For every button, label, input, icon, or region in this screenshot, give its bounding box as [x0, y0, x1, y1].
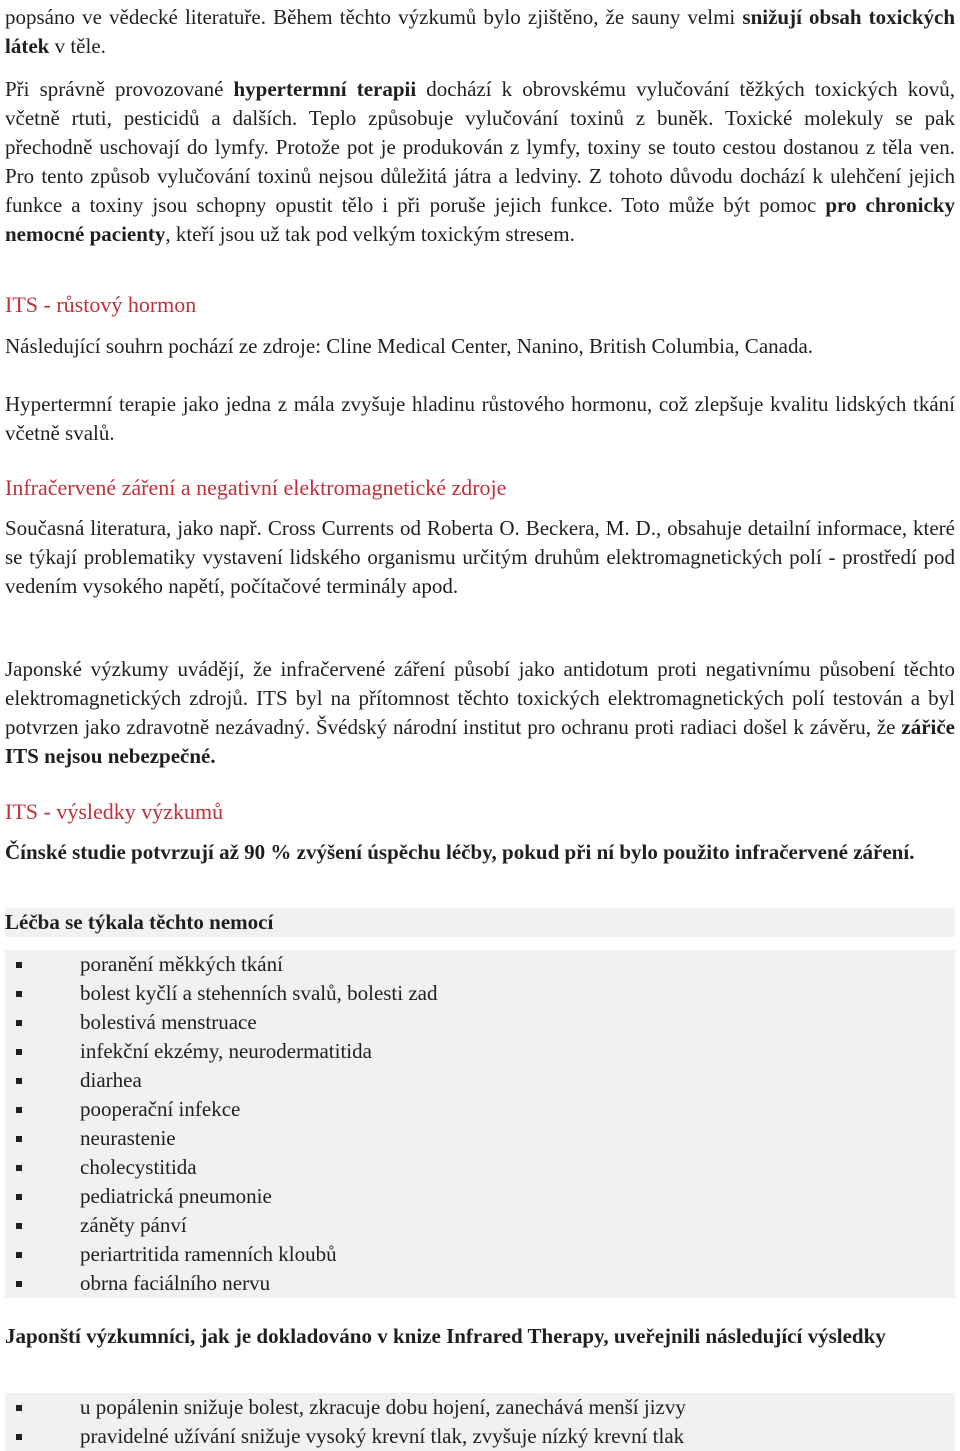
list-item: pooperační infekce [5, 1095, 955, 1124]
list-item: obrna faciálního nervu [5, 1269, 955, 1298]
paragraph-japanese-results [5, 1322, 955, 1351]
paragraph-sauna-intro [5, 3, 955, 61]
text: Při správně provozované [5, 77, 234, 101]
list-item: neurastenie [5, 1124, 955, 1153]
paragraph-japanese-research [5, 655, 955, 771]
list-item: infekční ekzémy, neurodermatitida [5, 1037, 955, 1066]
paragraph-hyperthermic-therapy [5, 75, 955, 249]
emphasis-text: Čínské studie potvrzují až 90 % zvýšení úspěchu léčby, pokud při ní bylo použito infračervené záření. [5, 840, 915, 864]
heading-research-results: ITS - výsledky výzkumů [5, 799, 224, 824]
list-item: pravidelné užívání snižuje vysoký krevní tlak, zvyšuje nízký krevní tlak [5, 1422, 955, 1451]
list-item: periartritida ramenních kloubů [5, 1240, 955, 1269]
paragraph-chinese-studies [5, 838, 955, 867]
list-item: pediatrická pneumonie [5, 1182, 955, 1211]
list-item: bolestivá menstruace [5, 1008, 955, 1037]
emphasis-text: snižují obsah toxických látek [5, 5, 956, 58]
text: dochází k obrovskému vylučování těžkých toxických kovů, včetně rtuti, pesticidů a dalších. Teplo způsobuje vylučování toxinů z buněk. Toxické molekuly se pak přechodně uschovají do lymfy. Protože pot je produkován z lymfy, toxiny se touto cestou dostanou z těla ven. Pro tento způsob vylučování toxinů nejsou důležitá játra a ledviny. Z tohoto důvodu dochází k ulehčení jejich funkce a toxiny jsou schopny opustit tělo i při poruše jejich funkce. Toto může být pomoc [5, 77, 955, 217]
paragraph-growth-hormone: Hypertermní terapie jako jedna z mála zvyšuje hladinu růstového hormonu, což zlepšuje kvalitu lidských tkání včetně svalů. [5, 392, 955, 445]
list-item: bolest kyčlí a stehenních svalů, bolesti zad [5, 979, 955, 1008]
emphasis-text: Japonští výzkumníci, jak je dokladováno v knize Infrared Therapy, uveřejnili následující výsledky [5, 1324, 886, 1348]
list-item: cholecystitida [5, 1153, 955, 1182]
list-item: diarhea [5, 1066, 955, 1095]
list-item: poranění měkkých tkání [5, 950, 955, 979]
heading-infrared-em: Infračervené záření a negativní elektromagnetické zdroje [5, 475, 507, 500]
paragraph-treatment-intro [5, 908, 955, 937]
text: Japonské výzkumy uvádějí, že infračervené záření působí jako antidotum proti negativnímu působení těchto elektromagnetických zdrojů. ITS byl na přítomnost těchto toxických elektromagnetických polí testován a byl potvrzen jako zdravotně nezávadný. Švédský národní institut pro ochranu proti radiaci došel k závěru, že [5, 657, 955, 739]
disease-list [5, 950, 955, 1298]
emphasis-text: pro chronicky nemocné pacienty [5, 193, 955, 246]
emphasis-text: Léčba se týkala těchto nemocí [5, 910, 274, 934]
text: popsáno ve vědecké literatuře. Během těchto výzkumů bylo zjištěno, že sauny velmi [5, 5, 743, 29]
heading-growth-hormone: ITS - růstový hormon [5, 292, 197, 317]
text: v těle. [49, 34, 106, 58]
list-item: záněty pánví [5, 1211, 955, 1240]
results-list [5, 1393, 955, 1451]
emphasis-text: zářiče ITS nejsou nebezpečné. [5, 715, 955, 768]
paragraph-literature: Současná literatura, jako např. Cross Currents od Roberta O. Beckera, M. D., obsahuje detailní informace, které se týkají problematiky vystavení lidského organismu určitým druhům elektromagnetických polí - prostředí pod vedením vysokého napětí, počítačové terminály apod. [5, 516, 955, 598]
emphasis-text: hypertermní terapii [233, 77, 417, 101]
text: , kteří jsou už tak pod velkým toxickým stresem. [165, 222, 575, 246]
list-item: u popálenin snižuje bolest, zkracuje dobu hojení, zanechává menší jizvy [5, 1393, 955, 1422]
paragraph-source: Následující souhrn pochází ze zdroje: Cline Medical Center, Nanino, British Columbia, Canada. [5, 334, 814, 358]
